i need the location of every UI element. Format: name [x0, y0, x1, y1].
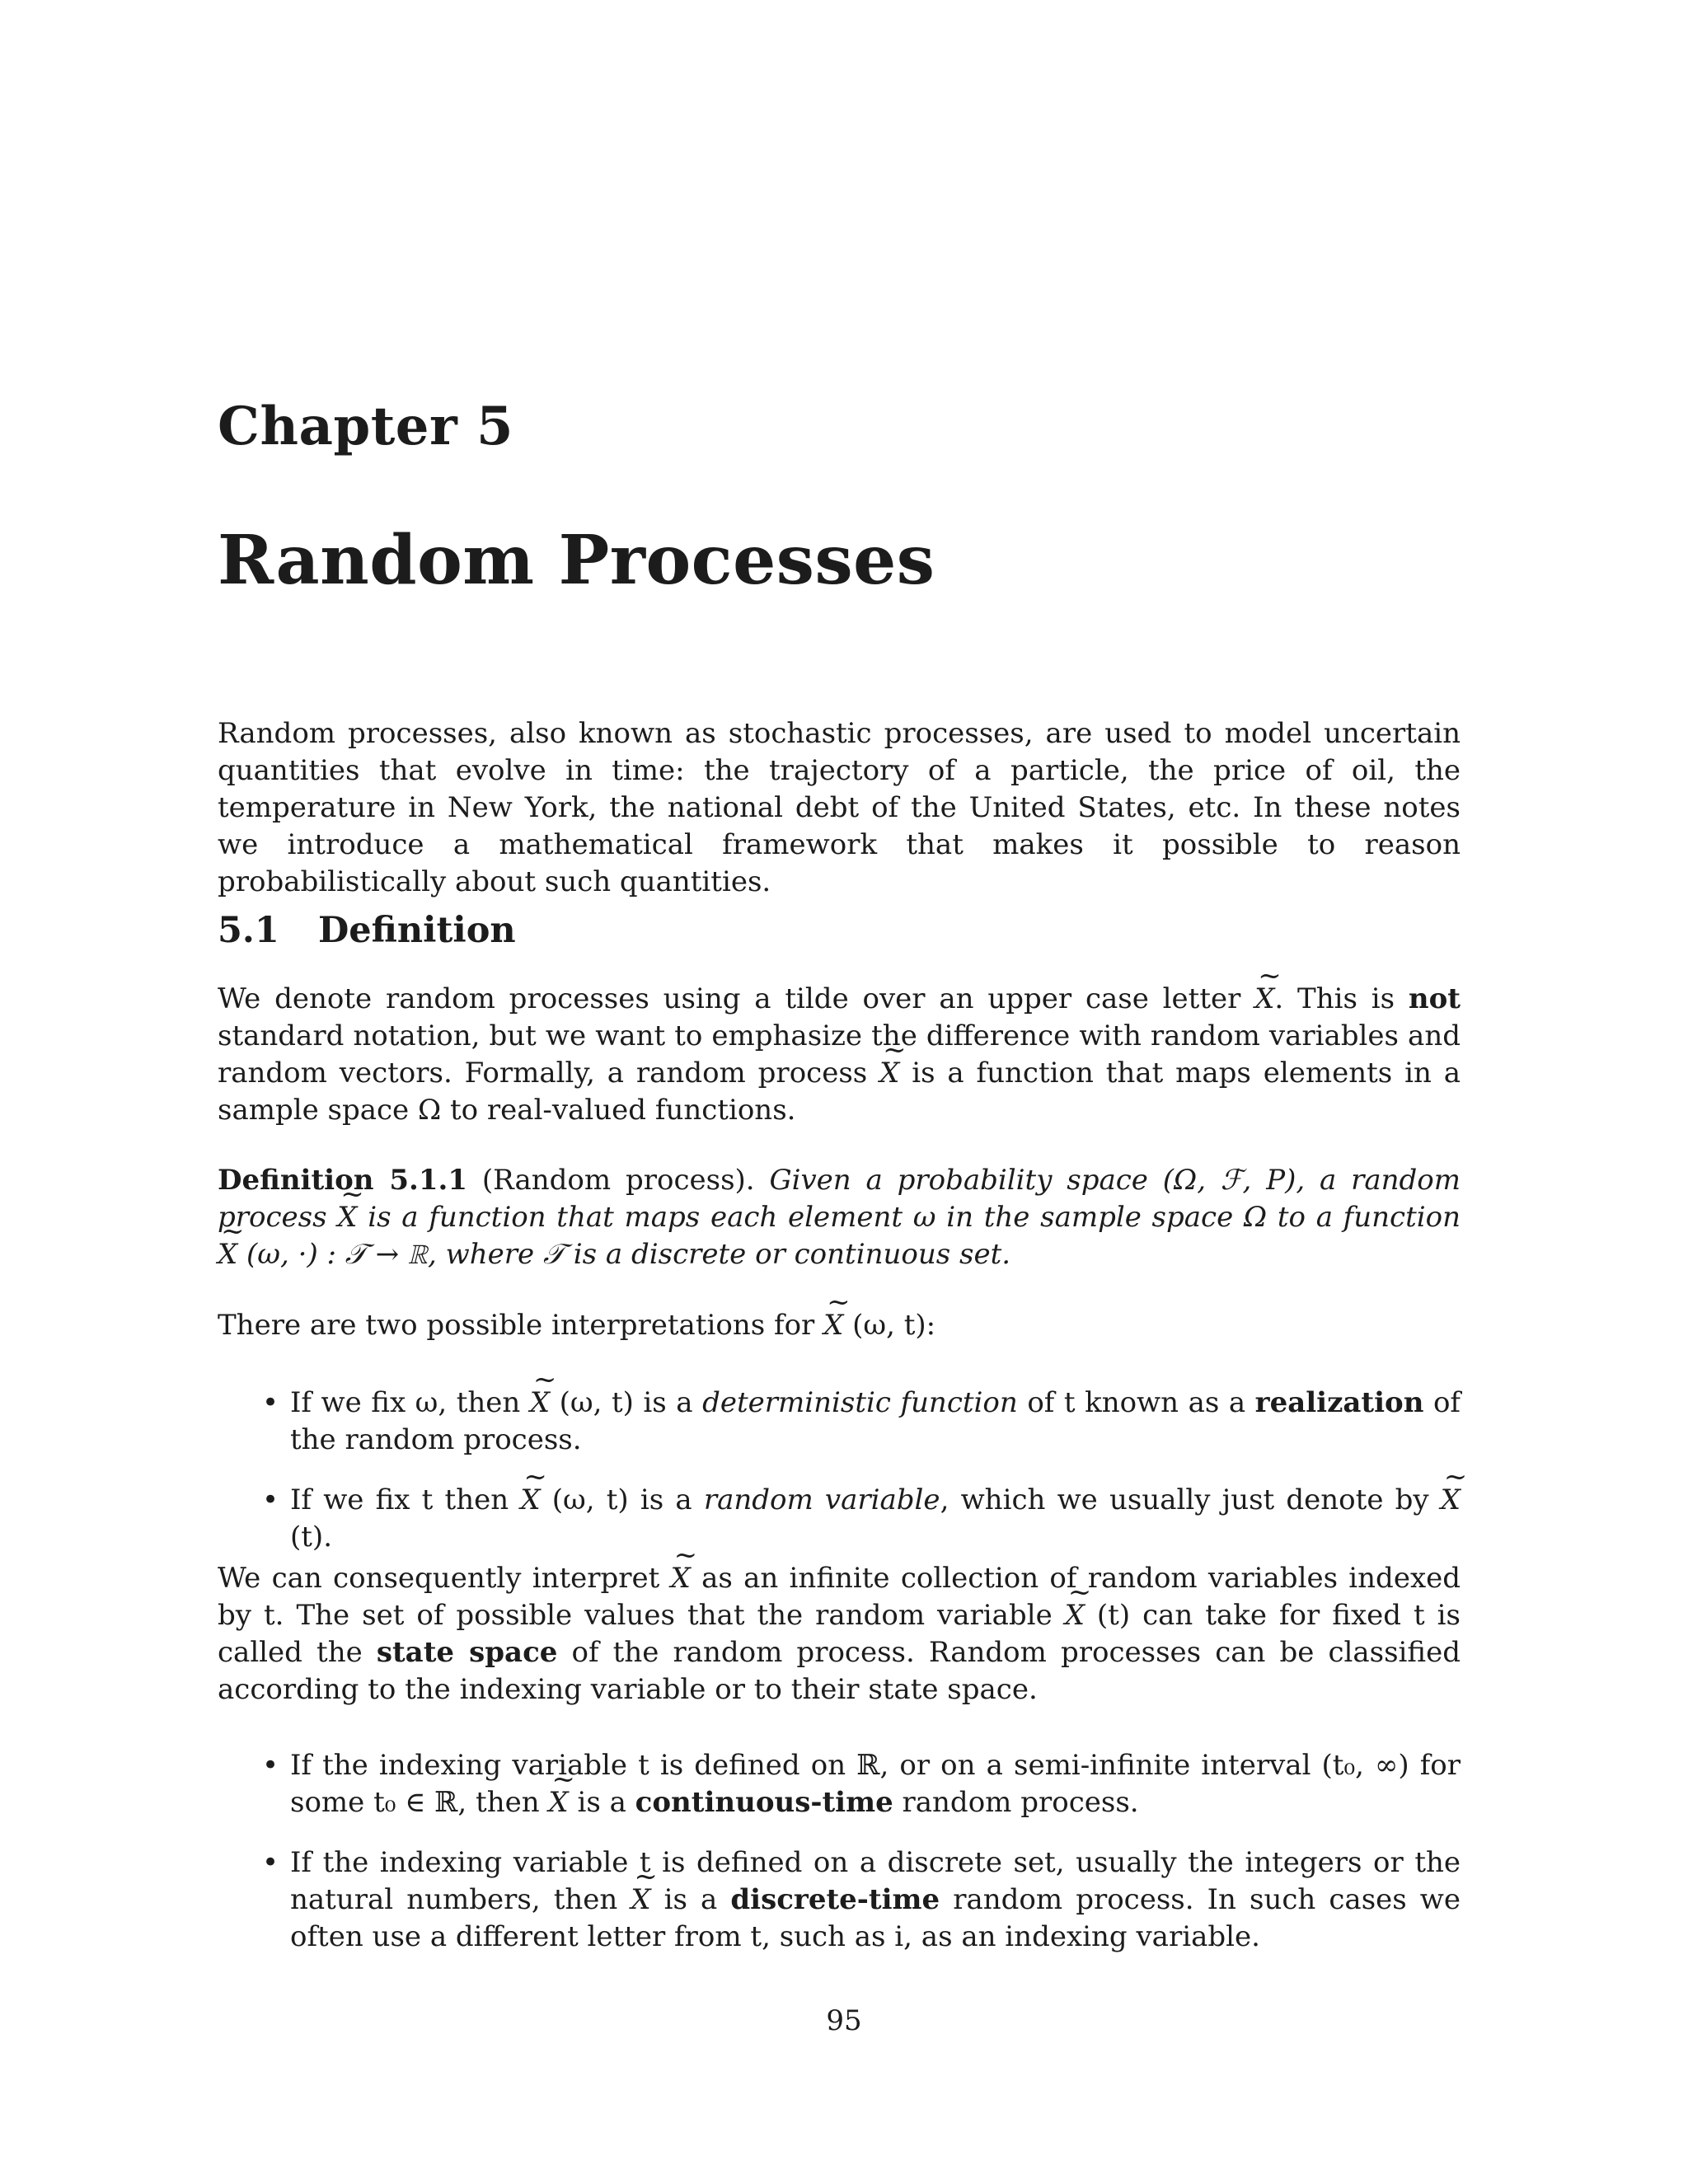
list-item: • If the indexing variable t is defined on a discrete set, usually the integers or the natural numbers, then ~ X is a discrete-time random process. In such cases we often use a different letter from t, such as i, as an indexing variable. — [290, 1844, 1461, 1956]
classification-paragraph: We can consequently interpret ~ X as an infinite collection of random variables indexed by t. The set of possible values that the random variable ~ X (t) can take for fixed t is called the state space of the random process. Random processes can be classified according to the indexing variable or to their state space. — [218, 1560, 1461, 1708]
tilde-x-symbol: ~ X — [823, 1307, 843, 1344]
chapter-label: Chapter 5 — [218, 396, 513, 457]
interpretations-paragraph: There are two possible interpretations for ~ X (ω, t): — [218, 1307, 1461, 1344]
definition-block: Definition 5.1.1 (Random process). Given a probability space (Ω, ℱ, P), a random process ~ X is a function that maps each element ω in the sample space Ω to a function ~ X (ω, ·) : 𝒯 → ℝ, where 𝒯 is a discrete or continuous set. — [218, 1162, 1461, 1273]
intro-paragraph: Random processes, also known as stochastic processes, are used to model uncertain quantities that evolve in time: the trajectory of a particle, the price of oil, the temperature in New York, the national debt of the United States, etc. In these notes we introduce a mathematical framework that makes it possible to reason probabilistically about such quantities. — [218, 717, 1461, 898]
term-state-space: state space — [376, 1636, 558, 1669]
chapter-title: Random Processes — [218, 521, 935, 600]
tilde-x-symbol: ~ X — [631, 1882, 650, 1919]
list-item: • If the indexing variable t is defined on ℝ, or on a semi-infinite interval (t₀, ∞) for some t₀ ∈ ℝ, then ~ X is a continuous-time random process. — [290, 1747, 1461, 1821]
tilde-x-symbol: ~ X — [1065, 1597, 1085, 1634]
emphasis-not: not — [1408, 982, 1461, 1015]
tilde-x-symbol: ~ X — [1254, 981, 1274, 1018]
tilde-x-symbol: ~ X — [520, 1482, 540, 1519]
bullet-icon: • — [262, 1386, 279, 1419]
tilde-x-symbol: ~ X — [548, 1784, 568, 1821]
tilde-x-symbol: ~ X — [218, 1236, 237, 1273]
page-number: 95 — [826, 2004, 862, 2037]
tilde-x-symbol: ~ X — [337, 1199, 357, 1236]
section-number: 5.1 — [218, 910, 279, 951]
bullet-icon: • — [262, 1749, 279, 1782]
bullet-icon: • — [262, 1846, 279, 1879]
tilde-x-symbol: ~ X — [1441, 1482, 1461, 1519]
section-title: Definition — [318, 910, 516, 951]
definition-name: (Random process). — [481, 1164, 755, 1197]
list-item: • If we fix t then ~ X (ω, t) is a random variable, which we usually just denote by ~ X (t). — [290, 1482, 1461, 1556]
definition-label: Definition 5.1.1 — [218, 1164, 467, 1197]
list-item: • If we fix ω, then ~ X (ω, t) is a deterministic function of t known as a realization of the random process. — [290, 1385, 1461, 1459]
tilde-x-symbol: ~ X — [671, 1560, 691, 1597]
tilde-x-symbol: ~ X — [530, 1385, 550, 1422]
bullet-icon: • — [262, 1483, 279, 1516]
section-heading — [218, 910, 516, 951]
tilde-x-symbol: ~ X — [879, 1055, 899, 1092]
definition-intro-paragraph: We denote random processes using a tilde over an upper case letter ~ X. This is not standard notation, but we want to emphasize the difference with random variables and random vectors. Formally, a random process ~ X is a function that maps elements in a sample space Ω to real-valued functions. — [218, 981, 1461, 1129]
